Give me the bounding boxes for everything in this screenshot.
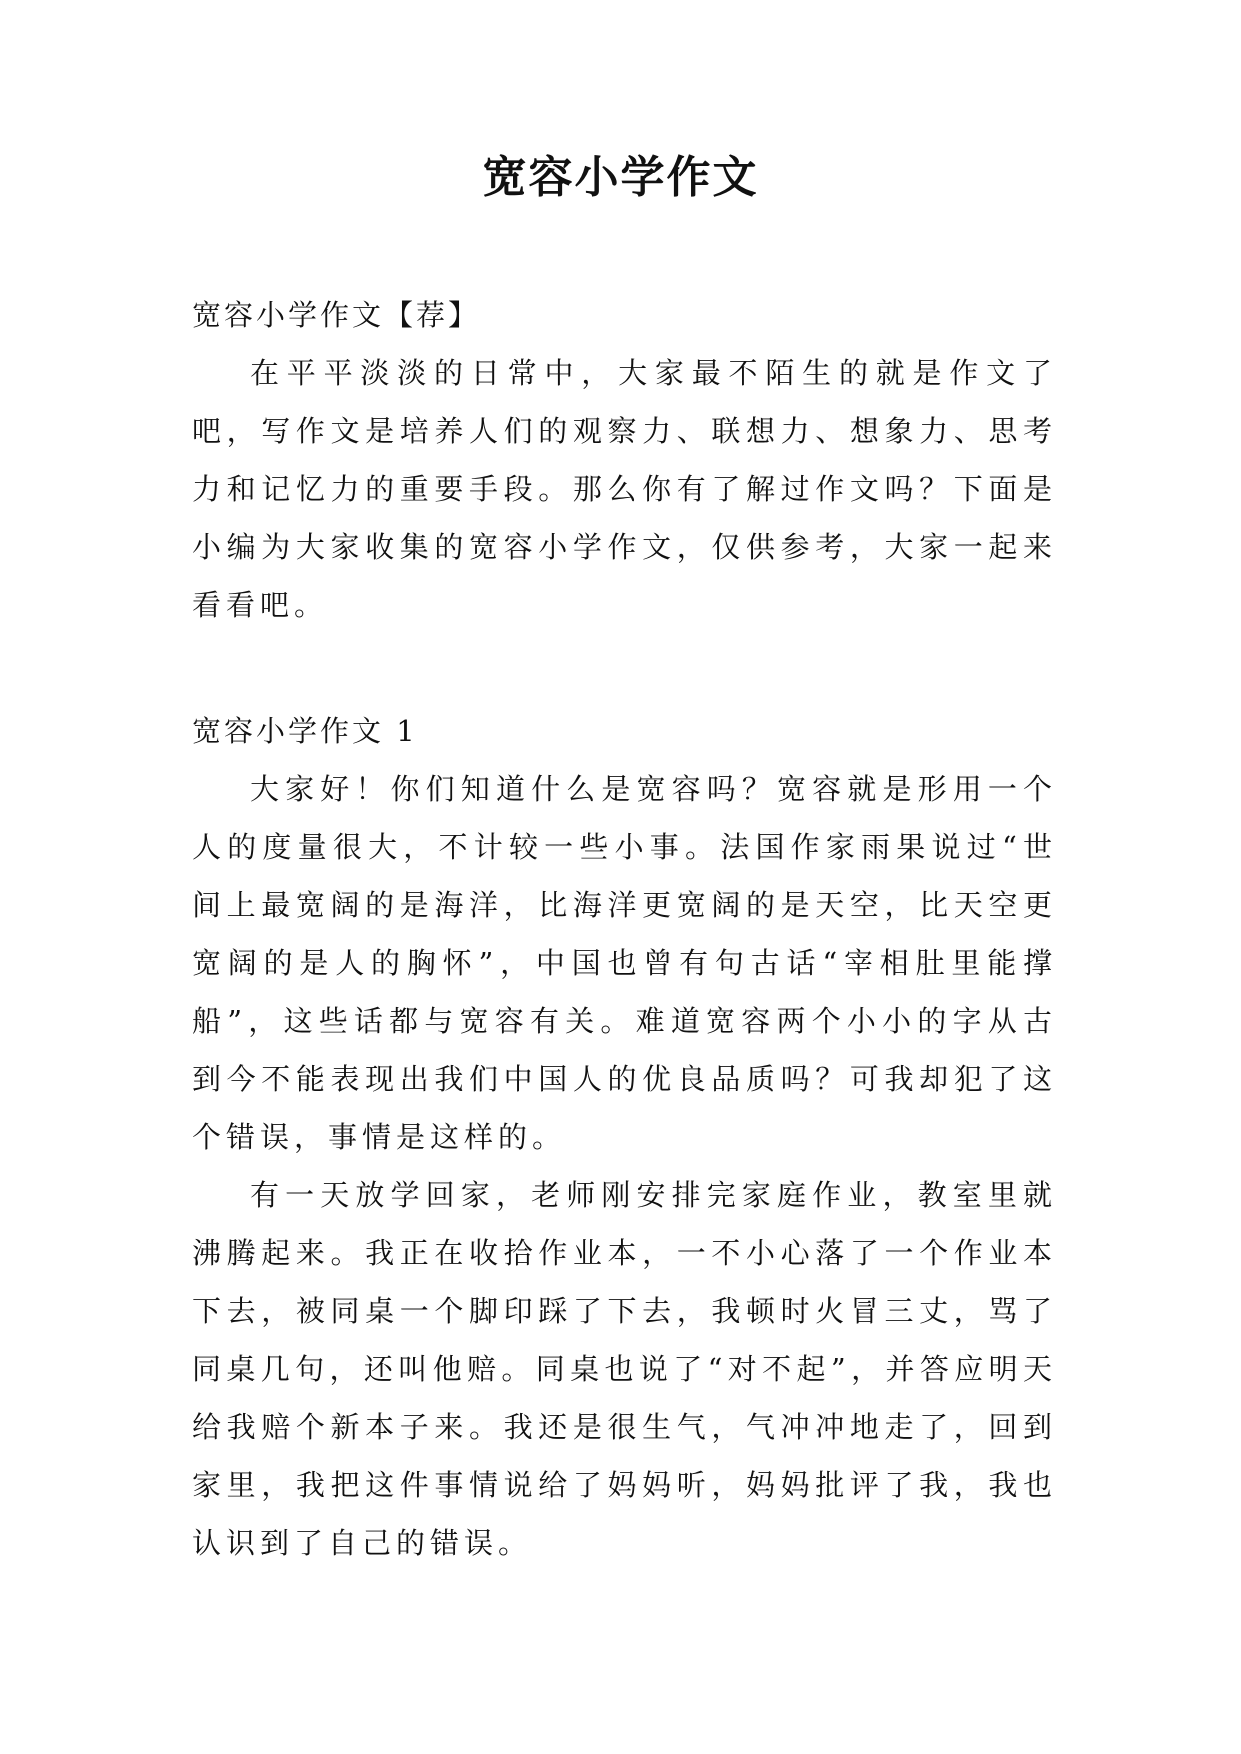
document-subtitle: 宽容小学作文【荐】 [192, 298, 481, 332]
body-paragraph: 有一天放学回家，老师刚安排完家庭作业，教室里就沸腾起来。我正在收拾作业本，一不小心落了一个作业本下去，被同桌一个脚印踩了下去，我顿时火冒三丈，骂了同桌几句，还叫他赔。同桌也说了“对不起”，并答应明天给我赔个新本子来。我还是很生气，气冲冲地走了，回到家里，我把这件事情说给了妈妈听，妈妈批评了我，我也认识到了自己的错误。 [192, 1178, 1057, 1560]
section-heading: 宽容小学作文 1 [192, 714, 418, 748]
document-title: 宽容小学作文 [482, 152, 759, 203]
intro-paragraph: 在平平淡淡的日常中，大家最不陌生的就是作文了吧，写作文是培养人们的观察力、联想力、想象力、思考力和记忆力的重要手段。那么你有了解过作文吗？下面是小编为大家收集的宽容小学作文，仅供参考，大家一起来看看吧。 [192, 356, 1057, 622]
body-paragraph: 大家好！你们知道什么是宽容吗？宽容就是形用一个人的度量很大，不计较一些小事。法国作家雨果说过“世间上最宽阔的是海洋，比海洋更宽阔的是天空，比天空更宽阔的是人的胸怀”，中国也曾有句古话“宰相肚里能撑船”，这些话都与宽容有关。难道宽容两个小小的字从古到今不能表现出我们中国人的优良品质吗？可我却犯了这个错误，事情是这样的。 [192, 772, 1057, 1154]
document-body [192, 286, 1057, 1572]
